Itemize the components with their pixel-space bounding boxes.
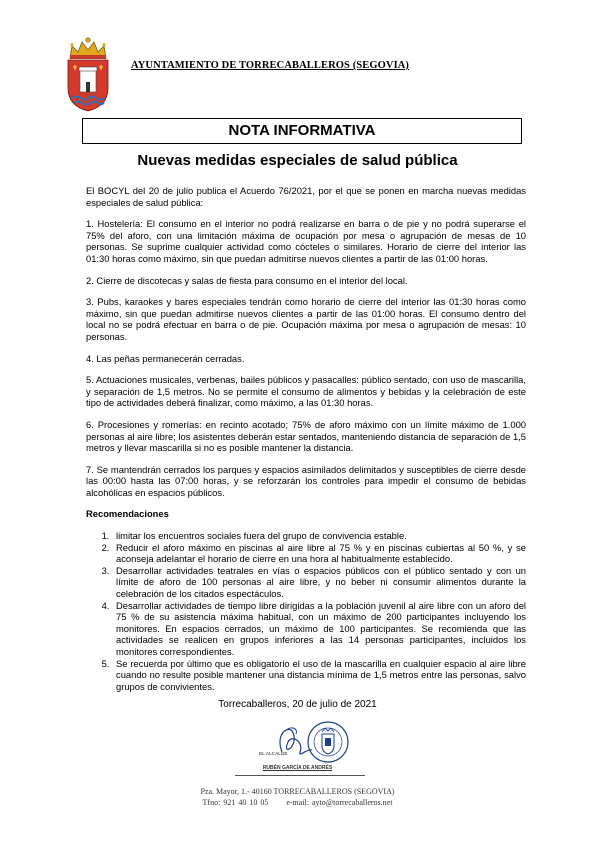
notice-title: Nuevas medidas especiales de salud pública — [137, 152, 458, 169]
measure-paragraph: 2. Cierre de discotecas y salas de fiesta para consumo en el interior del local. — [86, 274, 408, 286]
notice-body — [86, 185, 526, 692]
footer-address: Pza. Mayor, 1.- 40160 TORRECABALLEROS (SEGOVIA) — [200, 787, 395, 796]
list-item: 5. Se recuerda por último que es obligatorio el uso de la mascarilla en cualquier espacio al aire libre cuando no resulte posible mantener una distancia mínima de 1,5 metros entre las personas, salvo grupos de convivientes. — [112, 658, 526, 693]
footer-email[interactable]: e-mail: ayto@torrecaballeros.net — [286, 798, 393, 807]
recommendations-heading: Recomendaciones — [86, 508, 169, 520]
measure-paragraph: 3. Pubs, karaokes y bares especiales tendrán como horario de cierre del interior las 01:30 horas como máximo, sin que puedan admitirse nuevos clientes a partir de las 01:00 horas. El consumo dentro del local no se podrá efectuar en barra o de pie. Ocupación máxima por mesa o agrupación de mesas: 10 personas. — [86, 296, 526, 342]
list-item: 1. limitar los encuentros sociales fuera del grupo de convivencia estable. — [112, 530, 526, 542]
measure-paragraph: 1. Hostelería: El consumo en el interior no podrá realizarse en barra o de pie y no podrá superarse el 75% del aforo, con una limitación máxima de ocupación por mesa o agrupación de mesas de 10 personas. Se suprime cualquier actividad como cócteles o similares. Horario de cierre del interior las 01:30 horas como máximo, sin que puedan admitirse nuevos clientes a partir de las 01:00 horas. — [86, 218, 526, 264]
list-item: 3. Desarrollar actividades teatrales en vías o espacios públicos con el público sentado y con un límite de aforo de 100 personas al aire libre, y no beber ni consumir alimentos durante la celebración de los citados espectáculos. — [112, 565, 526, 600]
list-item: 2. Reducir el aforo máximo en piscinas al aire libre al 75 % y en piscinas cubiertas al 50 %, y se aconseja adelantar el horario de cierre en una hora al habitualmente establecido. — [112, 542, 526, 565]
signatory-name: RUBÉN GARCÍA DE ANDRÉS — [262, 765, 333, 771]
coat-of-arms-icon — [64, 36, 112, 112]
notice-heading: NOTA INFORMATIVA — [228, 122, 376, 139]
signatory-role: EL ALCALDE — [259, 752, 288, 757]
footer-divider — [235, 775, 365, 776]
recommendations-list — [86, 530, 526, 692]
measure-paragraph: 6. Procesiones y romerías: en recinto acotado; 75% de aforo máximo con un límite máximo de 1.000 personas al aire libre; los asistentes deberán estar sentados, manteniendo distancia de separación de 1,5 metros y llevar mascarilla si no es posible mantener la distancia. — [86, 418, 526, 454]
footer-contact — [0, 798, 595, 807]
measure-paragraph: 7. Se mantendrán cerrados los parques y espacios asimilados delimitados y susceptibles de cierre desde las 00:00 hasta las 07:00 horas, y se reforzarán los controles para impedir el consumo de bebidas alcohólicas en espacios públicos. — [86, 463, 526, 498]
place-date: Torrecaballeros, 20 de julio de 2021 — [218, 699, 377, 710]
organization-name: AYUNTAMIENTO DE TORRECABALLEROS (SEGOVIA) — [131, 60, 410, 71]
intro-paragraph: El BOCYL del 20 de julio publica el Acuerdo 76/2021, por el que se ponen en marcha nuevas medidas especiales de salud pública: — [86, 185, 526, 208]
notice-heading-box — [82, 118, 522, 144]
measure-paragraph: 5. Actuaciones musicales, verbenas, bailes públicos y pasacalles: público sentado, con uso de mascarilla, y separación de 1,5 metros. No se permite el consumo de alimentos y bebidas y la celebración de este tipo de actividades deberá finalizar, como máximo, a las 01:30 horas. — [86, 374, 526, 409]
list-item: 4. Desarrollar actividades de tiempo libre dirigidas a la población juvenil al aire libre con un aforo del 75 % de su asistencia máxima habitual, con un máximo de 200 participantes incluyendo los monitores. En espacios cerrados, un máximo de 100 participantes. Se recomienda que las actividades se realicen en grupos inferiores a las 14 personas participantes, incluidos los monitores correspondientes. — [112, 600, 526, 658]
footer-phone: Tfno: 921 40 10 05 — [202, 798, 269, 807]
measure-paragraph: 4. Las peñas permanecerán cerradas. — [86, 352, 245, 364]
